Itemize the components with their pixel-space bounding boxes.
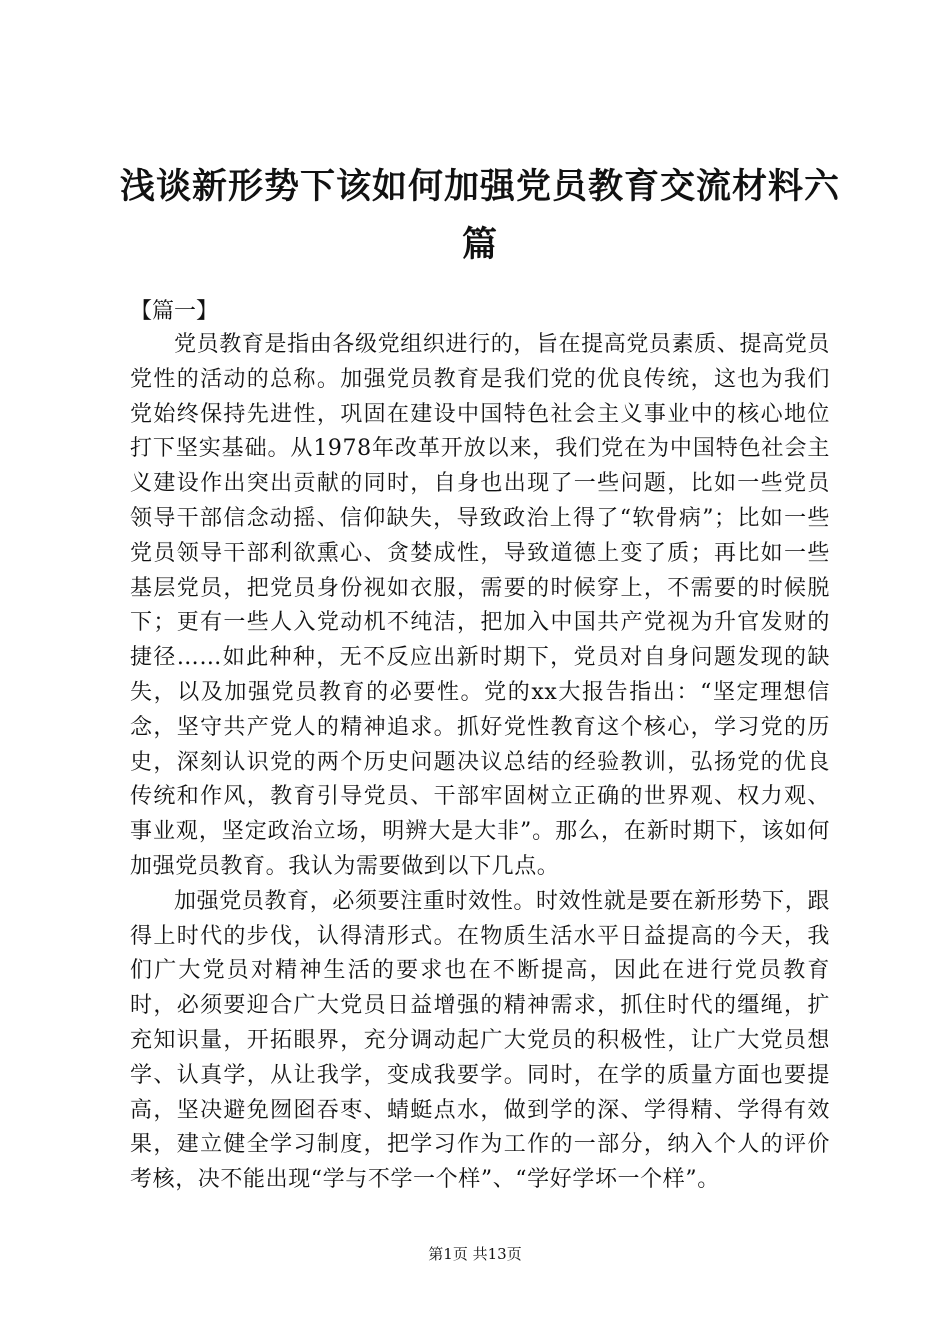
document-title: 浅谈新形势下该如何加强党员教育交流材料六篇: [120, 166, 841, 265]
document-body: [130, 328, 830, 1198]
paragraph-2: 加强党员教育，必须要注重时效性。时效性就是要在新形势下，跟得上时代的步伐，认得清形式。在物质生活水平日益提高的今天，我们广大党员对精神生活的要求也在不断提高，因此在进行党员教育时，必须要迎合广大党员日益增强的精神需求，抓住时代的缰绳，扩充知识量，开拓眼界，充分调动起广大党员的积极性，让广大党员想学、认真学，从让我学，变成我要学。同时，在学的质量方面也要提高，坚决避免囫囵吞枣、蜻蜓点水，做到学的深、学得精、学得有效果，建立健全学习制度，把学习作为工作的一部分，纳入个人的评价考核，决不能出现“学与不学一个样”、“学好学坏一个样”。: [130, 888, 830, 1193]
page-footer: 第1页 共13页: [428, 1245, 522, 1263]
section-label: 【篇一】: [130, 299, 219, 324]
paragraph-1: 党员教育是指由各级党组织进行的，旨在提高党员素质、提高党员党性的活动的总称。加强党员教育是我们党的优良传统，这也为我们党始终保持先进性，巩固在建设中国特色社会主义事业中的核心地位打下坚实基础。从1978年改革开放以来，我们党在为中国特色社会主义建设作出突出贡献的同时，自身也出现了一些问题，比如一些党员领导干部信念动摇、信仰缺失，导致政治上得了“软骨病”；比如一些党员领导干部利欲熏心、贪婪成性，导致道德上变了质；再比如一些基层党员，把党员身份视如衣服，需要的时候穿上，不需要的时候脱下；更有一些人入党动机不纯洁，把加入中国共产党视为升官发财的捷径……如此种种，无不反应出新时期下，党员对自身问题发现的缺失，以及加强党员教育的必要性。党的xx大报告指出：“坚定理想信念，坚守共产党人的精神追求。抓好党性教育这个核心，学习党的历史，深刻认识党的两个历史问题决议总结的经验教训，弘扬党的优良传统和作风，教育引导党员、干部牢固树立正确的世界观、权力观、事业观，坚定政治立场，明辨大是大非”。那么，在新时期下，该如何加强党员教育。我认为需要做到以下几点。: [130, 332, 830, 879]
